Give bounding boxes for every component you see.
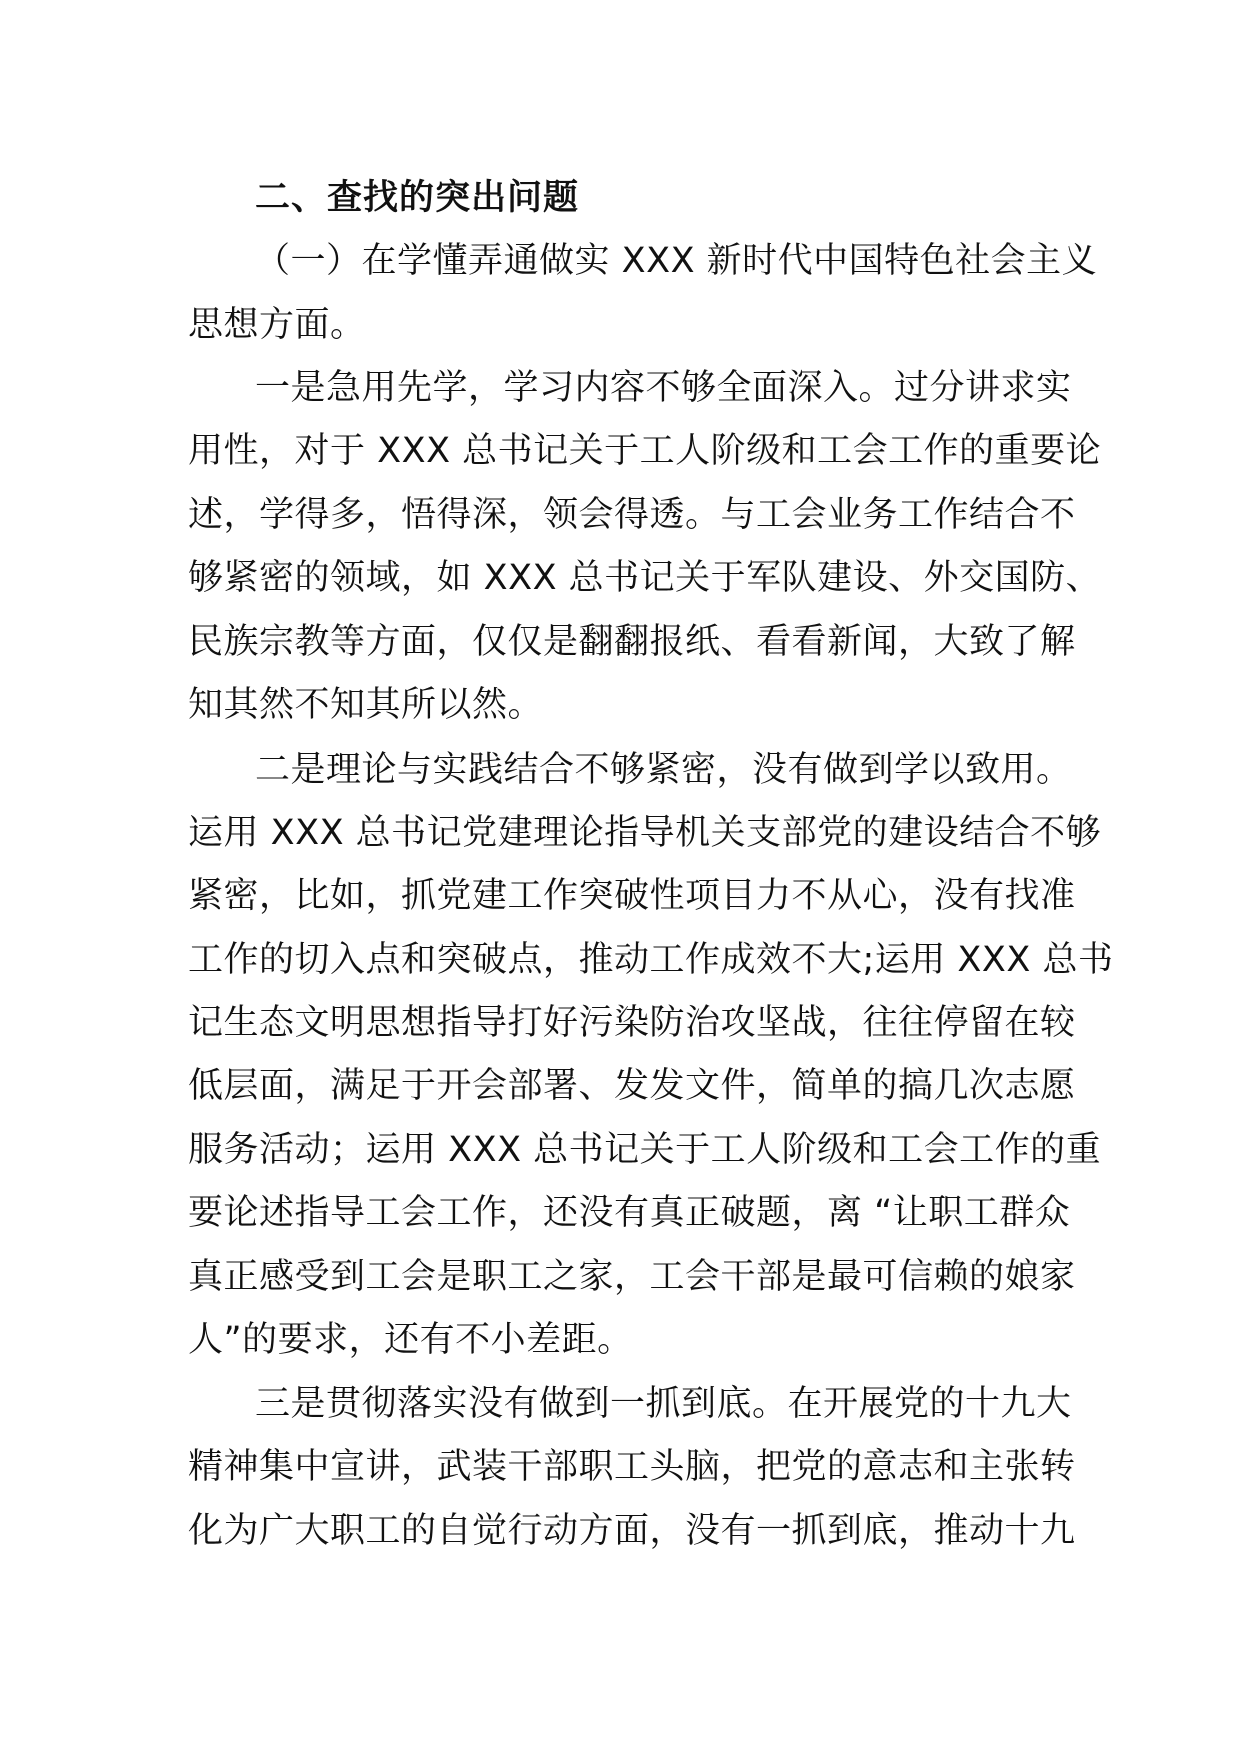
text-line: 真正感受到工会是职工之家，工会干部是最可信赖的娘家 [188,1257,1076,1297]
text-line: 精神集中宣讲，武装干部职工头脑，把党的意志和主张转 [188,1447,1076,1487]
text-line: 知其然不知其所以然。 [188,685,544,725]
text-line: 民族宗教等方面，仅仅是翻翻报纸、看看新闻，大致了解 [188,622,1076,662]
text-line: 思想方面。 [188,305,366,345]
text-line: 服务活动；运用 XXX 总书记关于工人阶级和工会工作的重 [188,1130,1102,1170]
text-line: 紧密，比如，抓党建工作突破性项目力不从心，没有找准 [188,876,1076,916]
text-line: 要论述指导工会工作，还没有真正破题，离 “让职工群众 [188,1193,1071,1233]
text-line: 一是急用先学，学习内容不够全面深入。过分讲求实 [255,368,1072,408]
section-heading: 二、查找的突出问题 [255,178,580,218]
text-line: 低层面，满足于开会部署、发发文件，简单的搞几次志愿 [188,1066,1076,1106]
text-line: 工作的切入点和突破点，推动工作成效不大;运用 XXX 总书 [188,940,1114,980]
text-line: 记生态文明思想指导打好污染防治攻坚战，往往停留在较 [188,1003,1076,1043]
text-line: 二是理论与实践结合不够紧密，没有做到学以致用。 [255,750,1072,790]
text-line: 三是贯彻落实没有做到一抓到底。在开展党的十九大 [255,1384,1072,1424]
text-line: 用性，对于 XXX 总书记关于工人阶级和工会工作的重要论 [188,431,1102,471]
text-line: 人”的要求，还有不小差距。 [188,1320,633,1360]
text-line: 述，学得多，悟得深，领会得透。与工会业务工作结合不 [188,495,1076,535]
text-line: 化为广大职工的自觉行动方面，没有一抓到底，推动十九 [188,1511,1076,1551]
text-line: 运用 XXX 总书记党建理论指导机关支部党的建设结合不够 [188,813,1102,853]
text-line: 够紧密的领域，如 XXX 总书记关于军队建设、外交国防、 [188,558,1102,598]
text-line: （一）在学懂弄通做实 XXX 新时代中国特色社会主义 [255,241,1098,281]
